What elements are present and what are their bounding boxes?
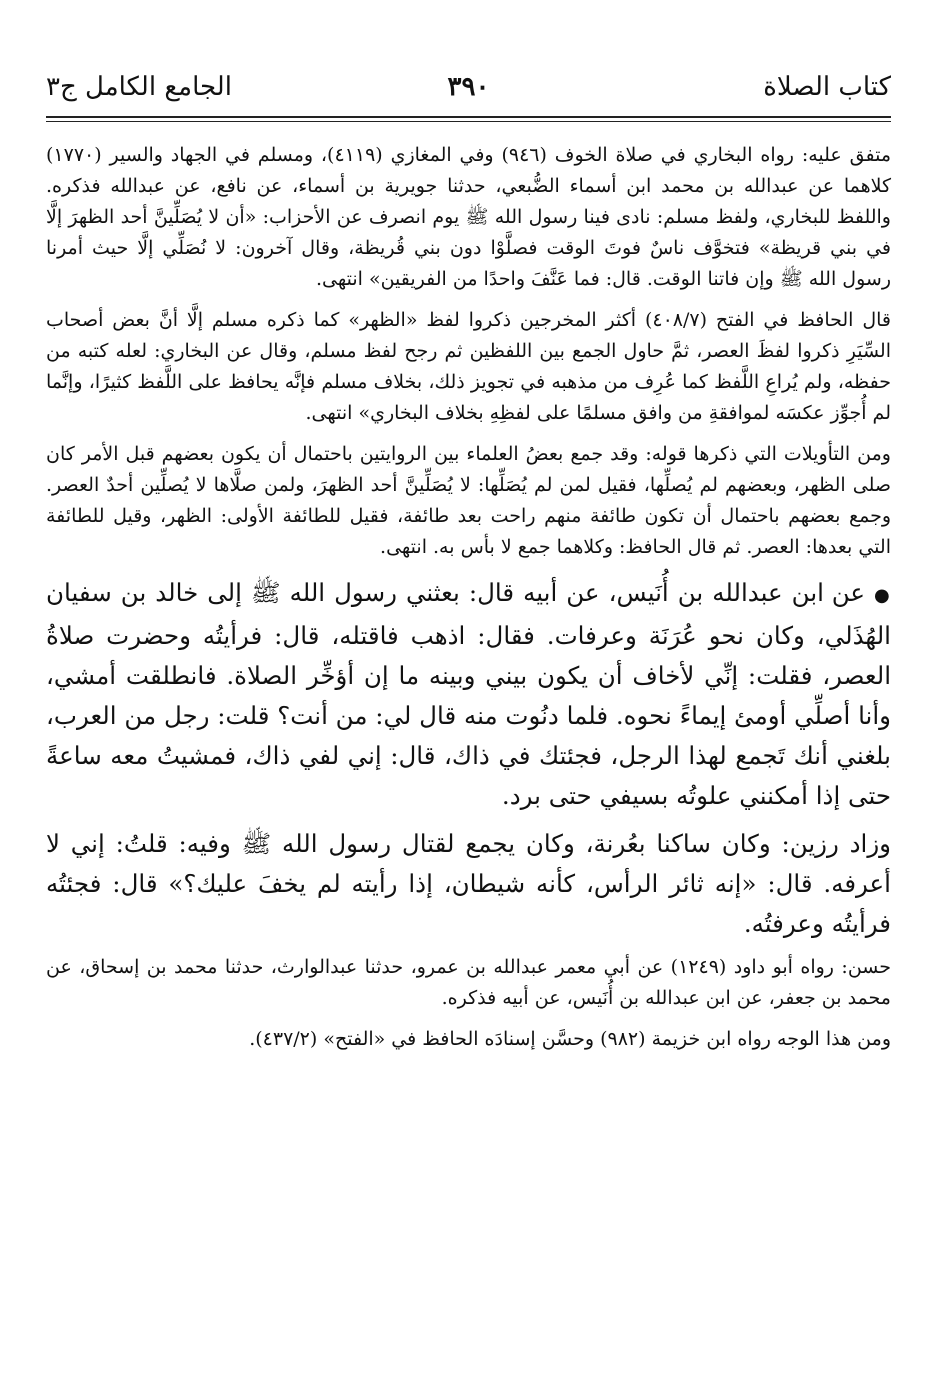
page-header — [46, 0, 891, 118]
page-body — [46, 118, 891, 1055]
footnote-takhrij-1: متفق عليه: رواه البخاري في صلاة الخوف (٩٤٦) وفي المغازي (٤١١٩)، ومسلم في الجهاد والسير (١٧٧٠) كلاهما عن عبدالله بن محمد ابن أسماء الضُّبعي، حدثنا جويرية بن أسماء، عن نافع، عن عبدالله فذكره. واللفظ للبخاري، ولفظ مسلم: نادى فينا رسول الله ﷺ يوم انصرف عن الأحزاب: «أن لا يُصَلِّينَّ أحد الظهرَ إلَّا في بني قريظة» فتخوَّف ناسٌ فوتَ الوقت فصلَّوْا دون بني قُريظة، وقال آخرون: لا نُصَلِّي إلَّا حيث أمرنا رسول الله ﷺ وإن فاتنا الوقت. قال: فما عَنَّفَ واحدًا من الفريقين» انتهى. — [46, 144, 892, 290]
header-rule-thin — [46, 121, 891, 122]
bullet-icon: ● — [874, 585, 891, 606]
book-title: الجامع الكامل ج٣ — [46, 72, 232, 102]
footnote-takhrij-3: ومن هذا الوجه رواه ابن خزيمة (٩٨٢) وحسَّن إسنادَه الحافظ في «الفتح» (٤٣٧/٢). — [249, 1028, 891, 1050]
hadith-addition: وزاد رزين: وكان ساكنا بعُرنة، وكان يجمع لقتال رسول الله ﷺ وفيه: قلتُ: إني لا أعرفه. قال: «إنه ثائر الرأس، كأنه شيطان، إذا رأيته لم يخفَ عليك؟» قال: فجئتُه فرأيتُه وعرفتُه. — [46, 829, 891, 938]
header-rule — [46, 116, 891, 118]
footnote-tawilat: ومن التأويلات التي ذكرها قوله: وقد جمع بعضُ العلماء بين الروايتين باحتمال أن يكون بعضهم قبل الأمر كان صلى الظهر، وبعضهم لم يُصلِّها، فقيل لمن لم يُصَلِّها: لا يُصَلِّينَّ أحد الظهرَ، ولمن صلَّاها لا يُصلِّين أحدٌ العصر. وجمع بعضهم باحتمال أن تكون طائفة منهم راحت بعد طائفة، فقيل للطائفة الأولى: الظهر، وقيل للطائفة التي بعدها: العصر. ثم قال الحافظ: وكلاهما جمع لا بأس به. انتهى. — [46, 443, 891, 558]
hadith-body: عن ابن عبدالله بن أُنَيس، عن أبيه قال: بعثني رسول الله ﷺ إلى خالد بن سفيان الهُذَلي، وكان نحو عُرَنَة وعرفات. فقال: اذهب فاقتله، قال: فرأيتُه وحضرت صلاةُ العصر، فقلت: إنِّي لأخاف أن يكون بيني وبينه ما إن أؤخِّر الصلاة. فانطلقت أمشي، وأنا أصلِّي أومئ إيماءً نحوه. فلما دنُوت منه قال لي: من أنت؟ قلت: رجل من العرب، بلغني أنك تَجمع لهذا الرجل، فجئتك في ذاك، قال: إني لفي ذاك، فمشيتُ معه ساعةً حتى إذا أمكنني علوتُه بسيفي حتى برد. — [46, 578, 891, 810]
page-number: ٣٩٠ — [447, 72, 490, 102]
footnote-hafiz-quote: قال الحافظ في الفتح (٤٠٨/٧) أكثر المخرجين ذكروا لفظ «الظهر» كما ذكره مسلم إلَّا أنَّ بعض أصحاب السِّيَرِ ذكروا لفظَ العصر، ثمَّ حاول الجمع بين اللفظين ثم رجح لفظ مسلم، وقال عن البخاري: لعله كتبه من حفظه، ولم يُراعِ اللَّفظ كما عُرِف من مذهبه في تجويز ذلك، بخلاف مسلم فإنَّه يحافظ على اللَّفظ كثيرًا، وإنَّما لم أُجوِّز عكسَه لموافقةِ من وافق مسلمًا على لفظِهِ بخلاف البخاري» انتهى. — [46, 309, 891, 424]
footnote-takhrij-2: حسن: رواه أبو داود (١٢٤٩) عن أبي معمر عبدالله بن عمرو، حدثنا عبدالوارث، حدثنا محمد بن إسحاق، عن محمد بن جعفر، عن ابن عبدالله بن أُنَيس، عن أبيه فذكره. — [46, 956, 891, 1009]
hadith-text — [46, 573, 891, 816]
chapter-title: كتاب الصلاة — [763, 72, 891, 102]
